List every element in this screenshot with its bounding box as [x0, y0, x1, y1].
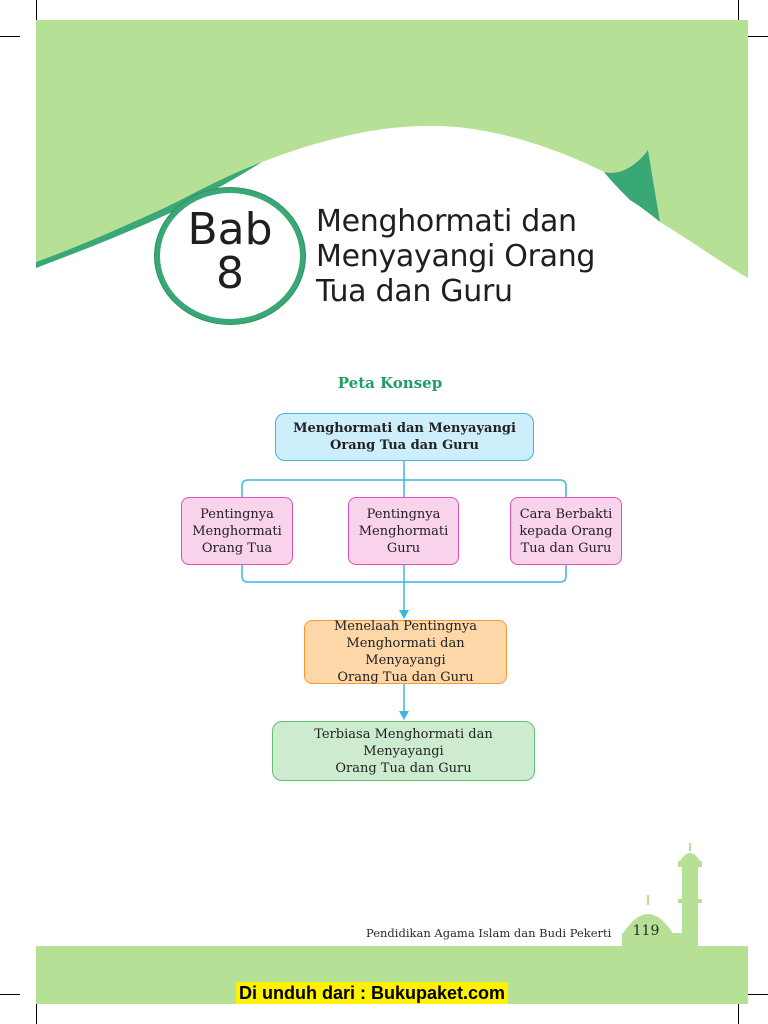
footer-book-title: Pendidikan Agama Islam dan Budi Pekerti [366, 926, 612, 940]
branch-line: kepada Orang [519, 523, 613, 539]
connector-line [242, 480, 566, 497]
chapter-title [316, 204, 676, 309]
concept-main-line: Orang Tua dan Guru [330, 438, 479, 453]
chapter-label: Bab [187, 204, 273, 255]
branch-line: Guru [386, 540, 421, 556]
crop-mark [748, 994, 768, 995]
concept-branch-parents [181, 497, 293, 565]
study-line: Menghormati dan Menyayangi [346, 636, 465, 668]
branch-line: Menghormati [192, 523, 282, 539]
concept-map-title: Peta Konsep [337, 374, 443, 392]
concept-main-line: Menghormati dan Menyayangi [293, 421, 516, 436]
connector-line [242, 565, 566, 582]
concept-main-box [275, 413, 534, 461]
crop-mark [738, 1004, 739, 1024]
download-watermark: Di unduh dari : Bukupaket.com [236, 982, 508, 1004]
concept-habit-box [272, 721, 535, 781]
habit-line: Terbiasa Menghormati dan Menyayangi [314, 726, 493, 759]
crop-mark [0, 994, 20, 995]
chapter-title-line: Menghormati dan [316, 204, 577, 239]
chapter-title-line: Tua dan Guru [316, 274, 513, 309]
chapter-number: 8 [216, 248, 244, 299]
concept-branch-devotion [510, 497, 622, 565]
study-line: Orang Tua dan Guru [337, 670, 474, 685]
study-line: Menelaah Pentingnya [333, 619, 477, 634]
connector-arrowhead [399, 711, 409, 720]
branch-line: Cara Berbakti [519, 506, 613, 522]
branch-line: Menghormati [358, 523, 449, 539]
chapter-badge [155, 188, 305, 324]
crop-mark [36, 1004, 37, 1024]
chapter-title-line: Menyayangi Orang [316, 239, 596, 274]
branch-line: Tua dan Guru [520, 540, 612, 556]
branch-line: Orang Tua [201, 540, 273, 556]
habit-line: Orang Tua dan Guru [335, 760, 472, 776]
concept-branch-teacher [348, 497, 459, 565]
branch-line: Pentingnya [200, 506, 274, 522]
concept-study-box [304, 620, 507, 684]
page-number: 119 [632, 923, 660, 939]
branch-line: Pentingnya [366, 506, 441, 522]
